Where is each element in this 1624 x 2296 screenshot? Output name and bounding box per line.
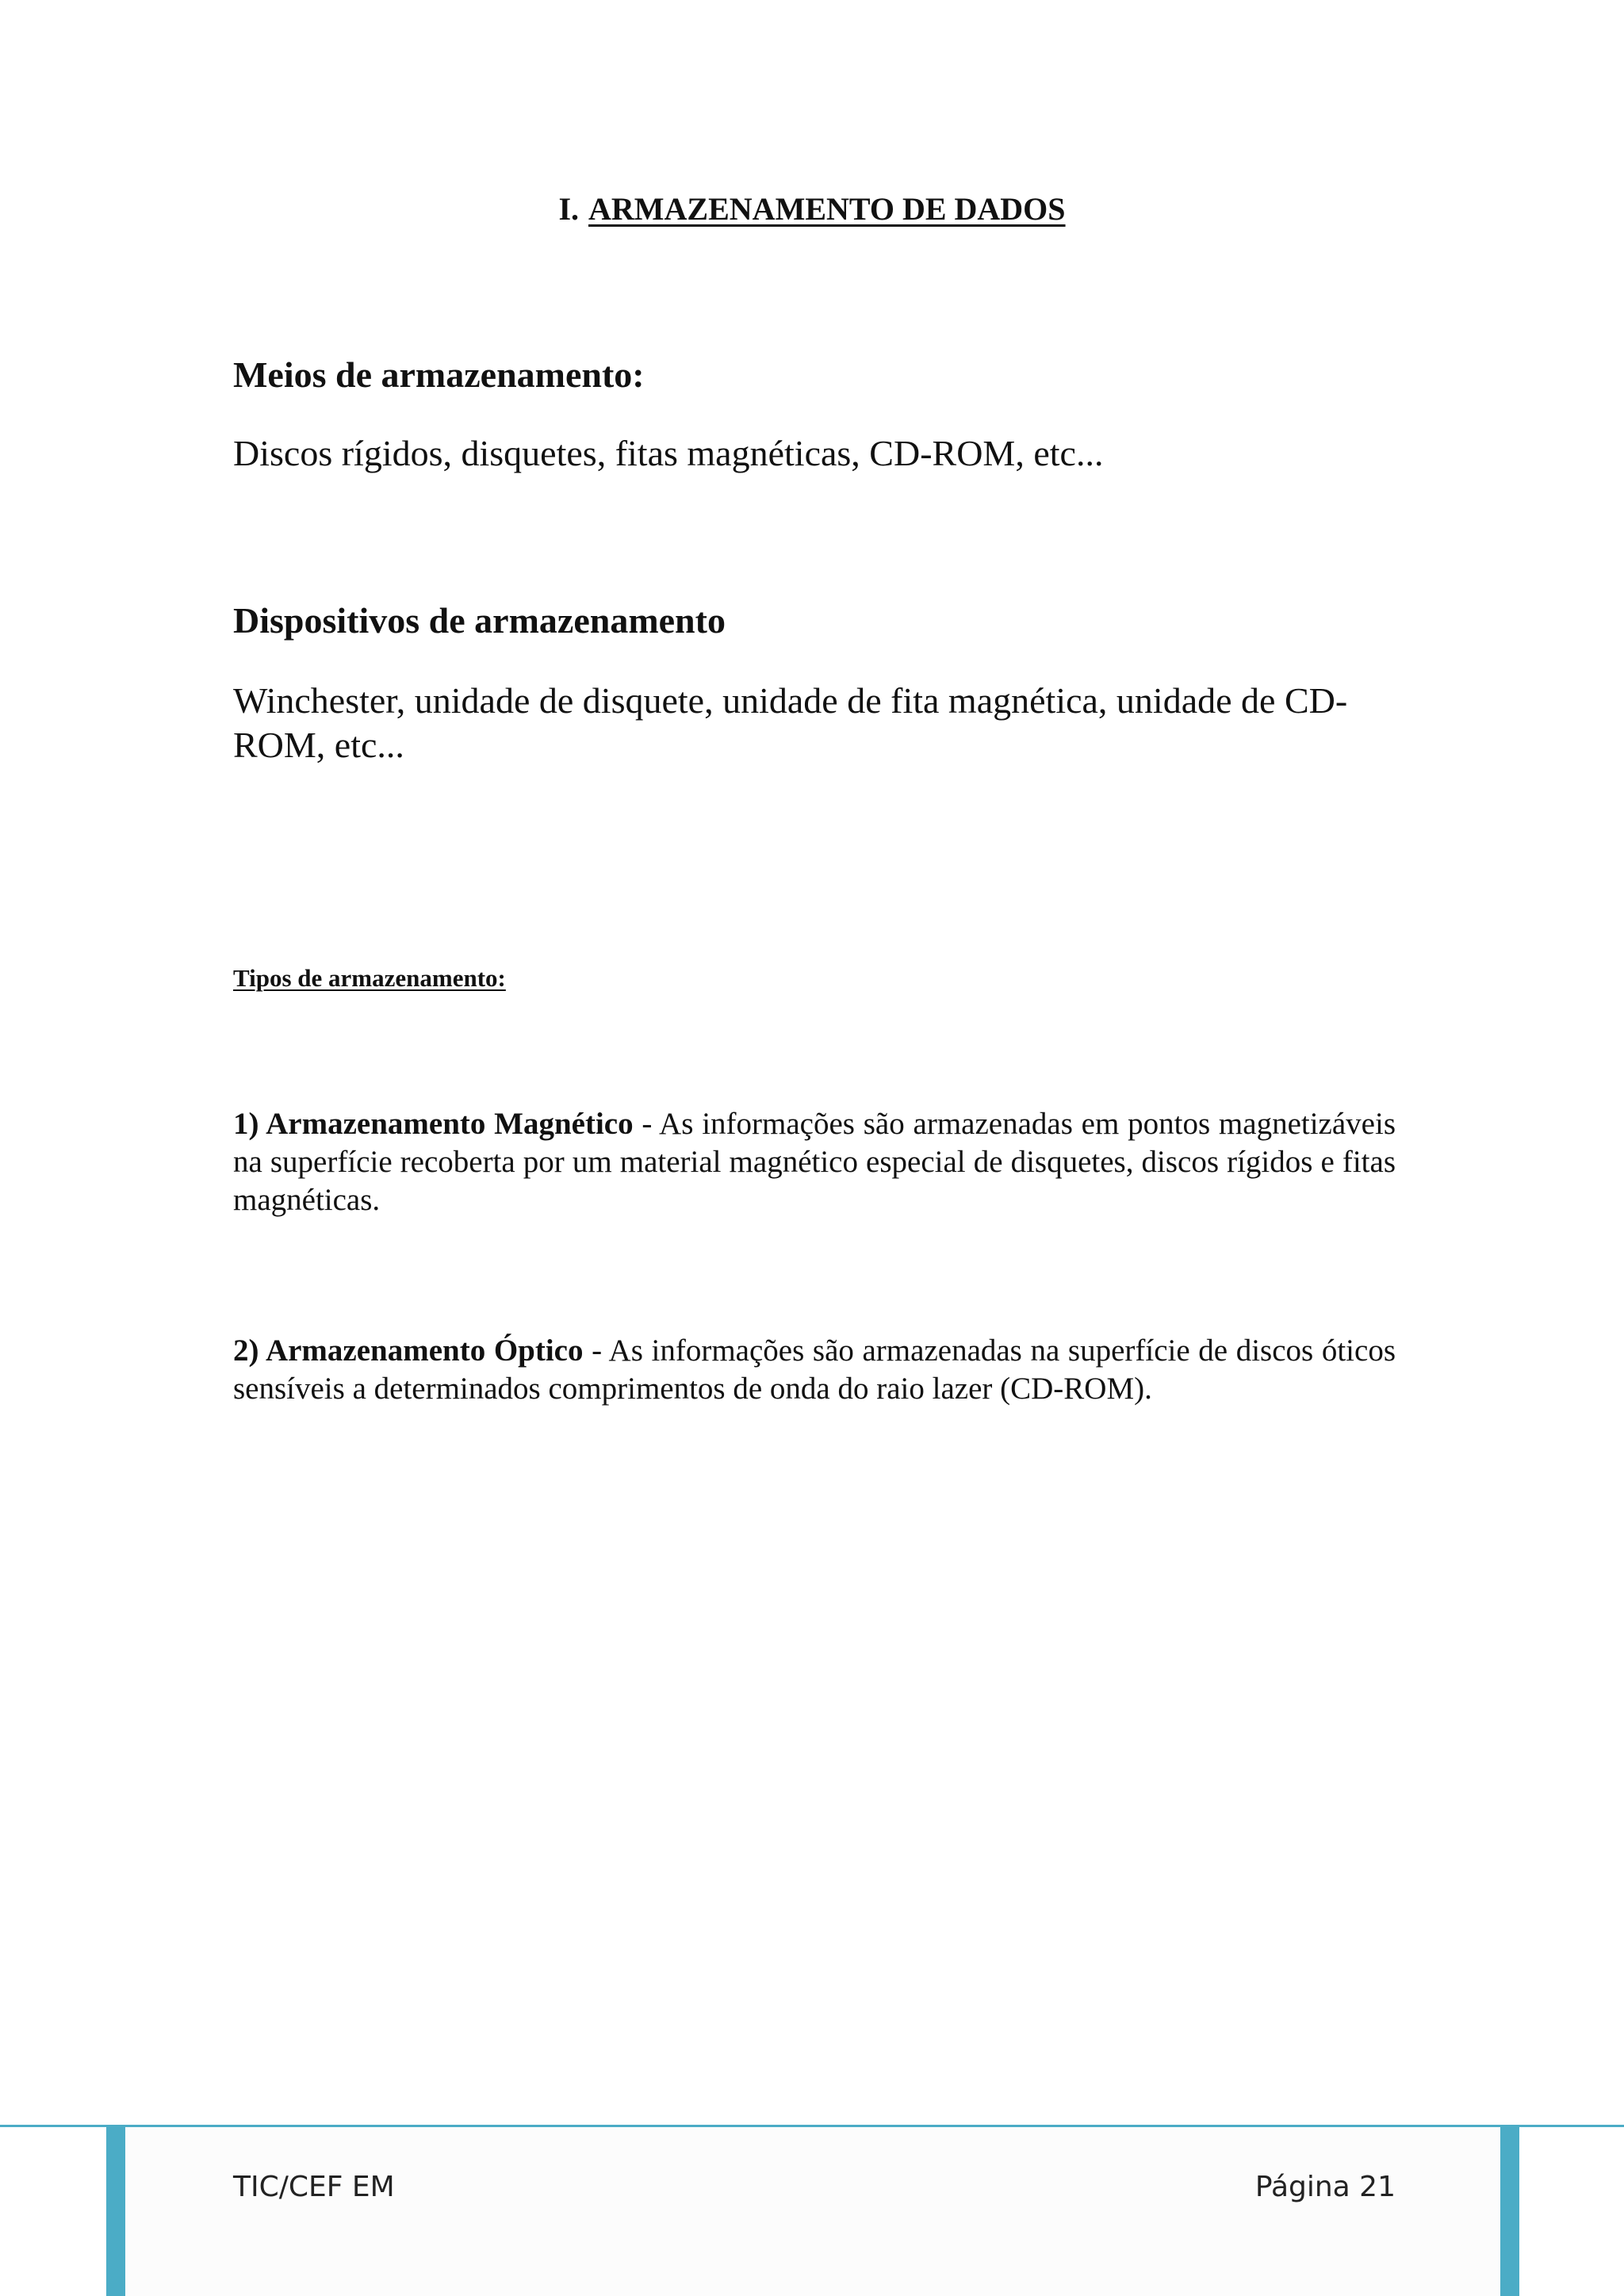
footer-right-bar: [1500, 2127, 1519, 2296]
meios-heading: Meios de armazenamento:: [233, 354, 645, 395]
dispositivos-text: Winchester, unidade de disquete, unidade de fita magnética, unidade de CD-ROM, etc...: [233, 680, 1348, 765]
tipos-heading: Tipos de armazenamento:: [233, 964, 506, 992]
footer-page-number: Página 21: [1254, 2171, 1396, 2203]
page-title: [0, 190, 1624, 228]
magnetico-text: - As informações são armazenadas em pontos magnetizáveis na superfície recoberta por um material magnético especial de disquetes, discos rígidos e fitas magnéticas.: [233, 1107, 1396, 1217]
section-title: ARMAZENAMENTO DE DADOS: [588, 191, 1066, 227]
magnetico-paragraph: [233, 1105, 1396, 1219]
meios-text: Discos rígidos, disquetes, fitas magnéticas, CD-ROM, etc...: [233, 433, 1104, 473]
footer-left-bar: [106, 2127, 125, 2296]
footer-course-label: TIC/CEF EM: [233, 2171, 395, 2203]
optico-paragraph: [233, 1332, 1396, 1408]
section-number: I.: [558, 191, 580, 227]
optico-label: 2) Armazenamento Óptico: [233, 1334, 584, 1368]
optico-text: - As informações são armazenadas na superfície de discos óticos sensíveis a determinados comprimentos de onda do raio lazer (CD-ROM).: [233, 1334, 1396, 1406]
footer: [125, 2127, 1500, 2296]
magnetico-label: 1) Armazenamento Magnético: [233, 1107, 634, 1141]
dispositivos-heading: Dispositivos de armazenamento: [233, 600, 726, 641]
